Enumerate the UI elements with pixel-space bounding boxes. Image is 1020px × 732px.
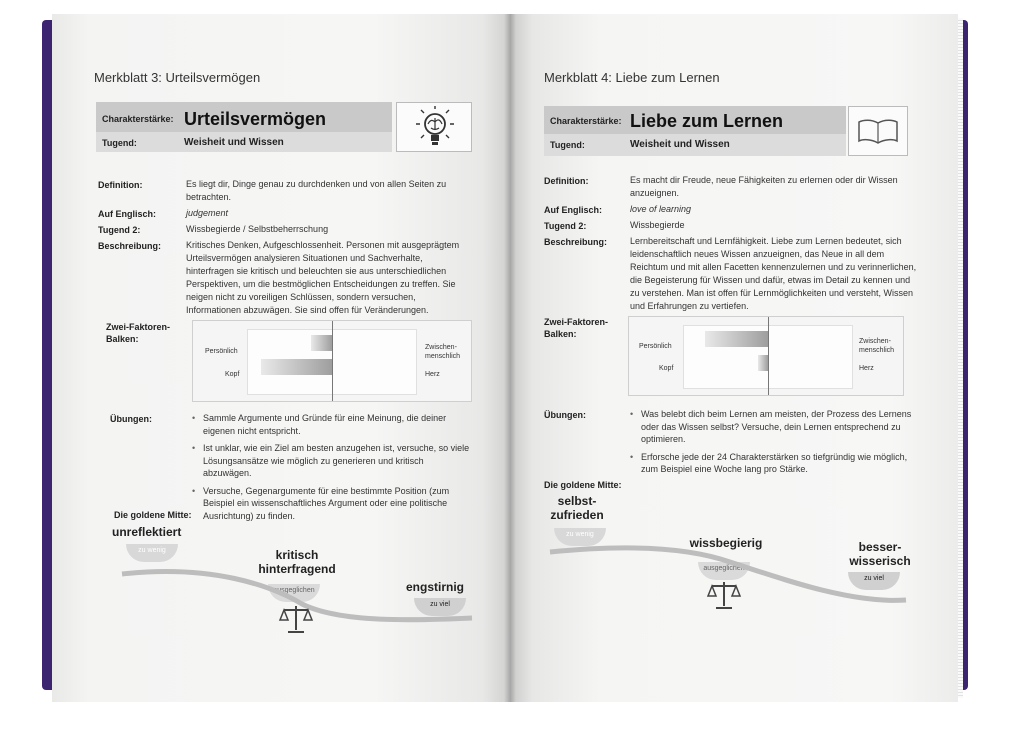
- strength-name: Liebe zum Lernen: [630, 111, 784, 131]
- too-little-word: unreflektiert: [112, 525, 182, 539]
- strength-header: [96, 102, 392, 152]
- exercise-list: [192, 412, 474, 527]
- balanced-badge: ausgeglichen: [698, 562, 750, 580]
- too-much-badge: zu viel: [848, 572, 900, 590]
- exercise-item: • Versuche, Gegenargumente für eine bestimmte Position (zum Beispiel ein wissenschaftliches Argument oder eine politische Ausrichtung) zu finden.: [192, 485, 474, 523]
- bar-label-head: Kopf: [659, 365, 674, 372]
- virtue2-text: Wissbegierde / Selbstbeherrschung: [186, 224, 329, 234]
- exercise-item: • Ist unklar, wie ein Ziel am besten anzugehen ist, versuche, so viele Lösungsansätze wie möglich zu generieren und kritisch abzuwägen.: [192, 442, 474, 480]
- golden-middle-label: Die goldene Mitte:: [544, 480, 622, 490]
- virtue-label: Tugend:: [550, 140, 585, 150]
- strength-icon-box: [848, 106, 908, 156]
- english-text: judgement: [186, 208, 229, 218]
- exercise-item: • Erforsche jede der 24 Charakterstärken so tiefgründig wie möglich, zum Beispiel eine Woche lang pro Stärke.: [630, 451, 920, 476]
- exercises-label: Übungen:: [544, 410, 586, 420]
- bar-label-heart: Herz: [425, 371, 440, 378]
- description-label: Beschreibung:: [544, 237, 608, 247]
- english-text: love of learning: [630, 204, 692, 214]
- strength-header: [544, 106, 846, 156]
- virtue-name: Weisheit und Wissen: [630, 139, 730, 150]
- english-label: Auf Englisch:: [544, 205, 602, 215]
- exercise-list: [630, 408, 920, 481]
- bar-label-heart: Herz: [859, 365, 874, 372]
- english-label: Auf Englisch:: [98, 209, 156, 219]
- golden-middle-label: Die goldene Mitte:: [114, 510, 192, 520]
- sheet-title: Merkblatt 3: Urteilsvermögen: [94, 70, 261, 85]
- left-page: [52, 14, 510, 702]
- exercises-label: Übungen:: [110, 414, 152, 424]
- scales-icon: [278, 604, 314, 634]
- definition-label: Definition:: [98, 180, 143, 190]
- virtue-label: Tugend:: [102, 138, 137, 148]
- definition-text: Es liegt dir, Dinge genau zu durchdenken und von allen Seiten zu betrachten.: [186, 179, 447, 202]
- bars-label: Zwei-Faktoren-Balken:: [544, 317, 609, 339]
- too-little-word: selbst-zufrieden: [550, 494, 604, 522]
- virtue2-label: Tugend 2:: [98, 225, 141, 235]
- too-little-badge: zu wenig: [126, 544, 178, 562]
- balanced-badge: ausgeglichen: [268, 584, 320, 602]
- virtue-name: Weisheit und Wissen: [184, 137, 284, 148]
- two-factor-bars: [192, 320, 472, 402]
- exercise-item: • Sammle Argumente und Gründe für eine Meinung, die deiner eigenen nicht entspricht.: [192, 412, 474, 437]
- bar-label-interpersonal: Zwischen-menschlich: [859, 338, 895, 354]
- too-little-badge: zu wenig: [554, 528, 606, 546]
- too-much-word: engstirnig: [406, 580, 465, 594]
- sheet-title: Merkblatt 4: Liebe zum Lernen: [544, 70, 720, 85]
- balanced-word: wissbegierig: [689, 536, 763, 550]
- two-factor-bars: [628, 316, 904, 396]
- bar-label-head: Kopf: [225, 371, 240, 378]
- too-much-word: besser-wisserisch: [849, 540, 911, 568]
- right-page: [510, 14, 958, 702]
- description-text: Lernbereitschaft und Lernfähigkeit. Liebe zum Lernen bedeutet, sich leidenschaftlich neues Wissen anzueignen, das Neue in all dem Reichtum und mit allen Facetten kennenzulernen und zu verinnerlichen, die Begeisterung für Wissen und dafür, etwas im Detail zu kennen und zu verstehen. Man ist offen für Lernmöglichkeiten und versteht, Wissen und Erfahrungen zu vertiefen.: [630, 236, 917, 311]
- lightbulb-brain-icon: [415, 106, 455, 150]
- bar-personal: [705, 331, 768, 347]
- virtue2-text: Wissbegierde: [630, 220, 685, 230]
- strength-label: Charakterstärke:: [550, 116, 622, 126]
- bars-label: Zwei-Faktoren-Balken:: [106, 322, 171, 344]
- bar-label-personal: Persönlich: [205, 348, 238, 355]
- definition-label: Definition:: [544, 176, 589, 186]
- virtue2-label: Tugend 2:: [544, 221, 587, 231]
- bar-head: [758, 355, 768, 371]
- bar-personal: [311, 335, 332, 351]
- bar-label-personal: Persönlich: [639, 343, 672, 350]
- balanced-word: kritisch hinterfragend: [258, 548, 336, 576]
- description-label: Beschreibung:: [98, 241, 162, 251]
- strength-icon-box: [396, 102, 472, 152]
- open-book-icon: [857, 119, 899, 145]
- bar-label-interpersonal: Zwischen-menschlich: [425, 344, 461, 360]
- strength-name: Urteilsvermögen: [184, 109, 327, 129]
- book-gutter: [504, 14, 516, 702]
- strength-label: Charakterstärke:: [102, 114, 174, 124]
- scales-icon: [706, 580, 742, 610]
- bar-head: [261, 359, 332, 375]
- too-much-badge: zu viel: [414, 598, 466, 616]
- definition-text: Es macht dir Freude, neue Fähigkeiten zu erlernen oder dir Wissen anzueignen.: [630, 175, 898, 198]
- description-text: Kritisches Denken, Aufgeschlossenheit. Personen mit ausgeprägtem Urteilsvermögen analysieren Situationen und Sachverhalte, hinterfragen sie kritisch und beleuchten sie aus unterschiedlichen Perspektiven, um die bestmöglichen Entscheidungen zu treffen. Sie neigen nicht zu voreiligen Schlüssen, sondern versuchen, Informationen abzuwägen. Sie sind offen für Veränderungen.: [186, 240, 460, 315]
- exercise-item: • Was belebt dich beim Lernen am meisten, der Prozess des Lernens oder das Wissen selbst? Versuche, dein Lernen entsprechend zu optimieren.: [630, 408, 920, 446]
